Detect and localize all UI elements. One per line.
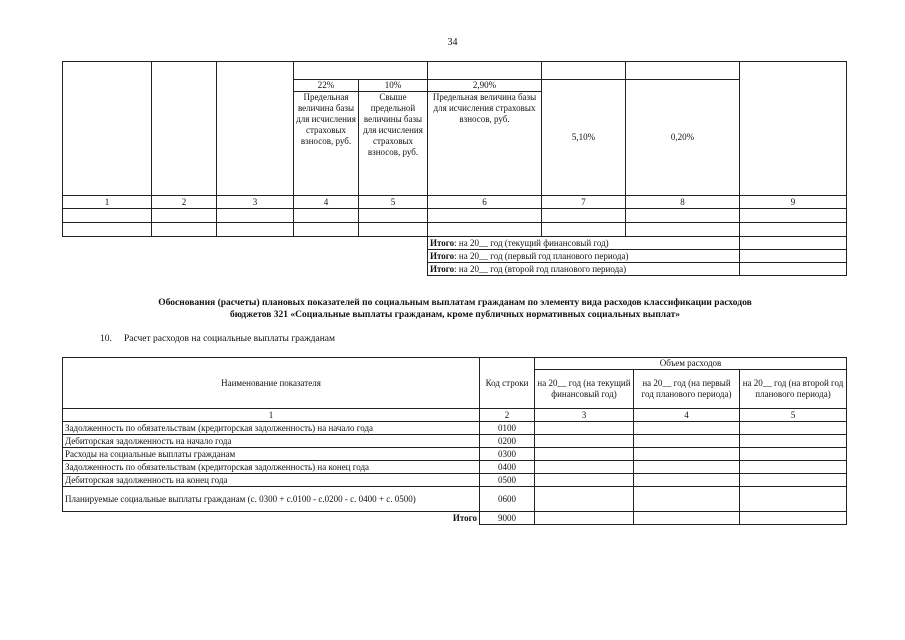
total-row-first-plan-year — [63, 250, 847, 263]
table-row — [63, 435, 847, 448]
row-code: 0200 — [480, 435, 535, 448]
rate-0-20-value: 0,20% — [626, 80, 740, 196]
total-label: Итого — [63, 512, 480, 525]
col-index: 3 — [217, 196, 294, 209]
table-row — [63, 448, 847, 461]
upper-empty-col-2 — [152, 62, 217, 196]
section-title — [100, 334, 335, 344]
row-name: Планируемые социальные выплаты гражданам (с. 0300 + с.0100 - с.0200 - с. 0400 + с. 0500) — [63, 487, 480, 512]
total-row — [63, 512, 847, 525]
col-index: 6 — [428, 196, 542, 209]
section-title-text: Расчет расходов на социальные выплаты гражданам — [124, 334, 336, 344]
total-text: : на 20__ год (текущий финансовый год) — [454, 237, 609, 248]
section-heading — [60, 297, 850, 321]
rate-5-10-value: 5,10% — [542, 80, 626, 196]
total-row-current-year — [63, 237, 847, 250]
col-index: 8 — [626, 196, 740, 209]
col-index: 7 — [542, 196, 626, 209]
header-current-year: на 20__ год (на текущий финансовый год) — [535, 370, 634, 409]
total-label: Итого — [430, 263, 455, 274]
table-row — [63, 223, 847, 237]
header-indicator-name: Наименование показателя — [63, 358, 480, 409]
col-index: 5 — [359, 196, 428, 209]
upper-header-group-4-5 — [294, 62, 428, 80]
upper-empty-col-9 — [740, 62, 847, 196]
social-payments-table — [62, 357, 847, 525]
header-second-plan-year: на 20__ год (на второй год планового периода) — [740, 370, 847, 409]
col-index: 2 — [152, 196, 217, 209]
rate-22-label: 22% — [294, 80, 359, 92]
upper-header-group-7 — [542, 62, 626, 80]
col-index: 9 — [740, 196, 847, 209]
total-row-second-plan-year — [63, 263, 847, 276]
row-name: Расходы на социальные выплаты гражданам — [63, 448, 480, 461]
total-value — [740, 263, 847, 276]
header-row-code: Код строки — [480, 358, 535, 409]
section-number: 10. — [100, 334, 112, 344]
total-label: Итого — [430, 237, 455, 248]
row-code: 0600 — [480, 487, 535, 512]
col-index: 2 — [480, 409, 535, 422]
col-index: 4 — [634, 409, 740, 422]
table-row — [63, 474, 847, 487]
total-label: Итого — [430, 250, 455, 261]
row-name: Дебиторская задолженность на конец года — [63, 474, 480, 487]
upper-empty-col-3 — [217, 62, 294, 196]
row-code: 0500 — [480, 474, 535, 487]
upper-empty-col-1 — [63, 62, 152, 196]
col6-description: Предельная величина базы для исчисления страховых взносов, руб. — [428, 92, 542, 196]
rate-2-90-label: 2,90% — [428, 80, 542, 92]
page-number: 34 — [447, 37, 458, 48]
col5-description: Свыше предельной величины базы для исчисления страховых взносов, руб. — [359, 92, 428, 196]
upper-header-group-6 — [428, 62, 542, 80]
insurance-contributions-table — [62, 61, 847, 276]
upper-header-group-8 — [626, 62, 740, 80]
row-code: 0100 — [480, 422, 535, 435]
col-index: 4 — [294, 196, 359, 209]
row-name: Задолженность по обязательствам (кредиторская задолженность) на конец года — [63, 461, 480, 474]
col-index: 5 — [740, 409, 847, 422]
table-row — [63, 422, 847, 435]
col4-description: Предельная величина базы для исчисления страховых взносов, руб. — [294, 92, 359, 196]
rate-10-label: 10% — [359, 80, 428, 92]
total-code: 9000 — [480, 512, 535, 525]
row-name: Задолженность по обязательствам (кредиторская задолженность) на начало года — [63, 422, 480, 435]
row-code: 0300 — [480, 448, 535, 461]
total-value — [740, 237, 847, 250]
header-expense-volume: Объем расходов — [535, 358, 847, 370]
total-text: : на 20__ год (первый год планового периода) — [454, 250, 629, 261]
table-row — [63, 209, 847, 223]
heading-line-1: Обоснования (расчеты) плановых показателей по социальным выплатам гражданам по элементу вида расходов классификации расходов — [158, 298, 752, 308]
col-index: 1 — [63, 409, 480, 422]
total-text: : на 20__ год (второй год планового периода) — [454, 263, 627, 274]
col-index: 1 — [63, 196, 152, 209]
col-index: 3 — [535, 409, 634, 422]
table-row — [63, 461, 847, 474]
row-name: Дебиторская задолженность на начало года — [63, 435, 480, 448]
table-row — [63, 487, 847, 512]
row-code: 0400 — [480, 461, 535, 474]
total-value — [740, 250, 847, 263]
heading-line-2: бюджетов 321 «Социальные выплаты гражданам, кроме публичных нормативных социальных выплат» — [229, 310, 681, 320]
header-first-plan-year: на 20__ год (на первый год планового периода) — [634, 370, 740, 409]
